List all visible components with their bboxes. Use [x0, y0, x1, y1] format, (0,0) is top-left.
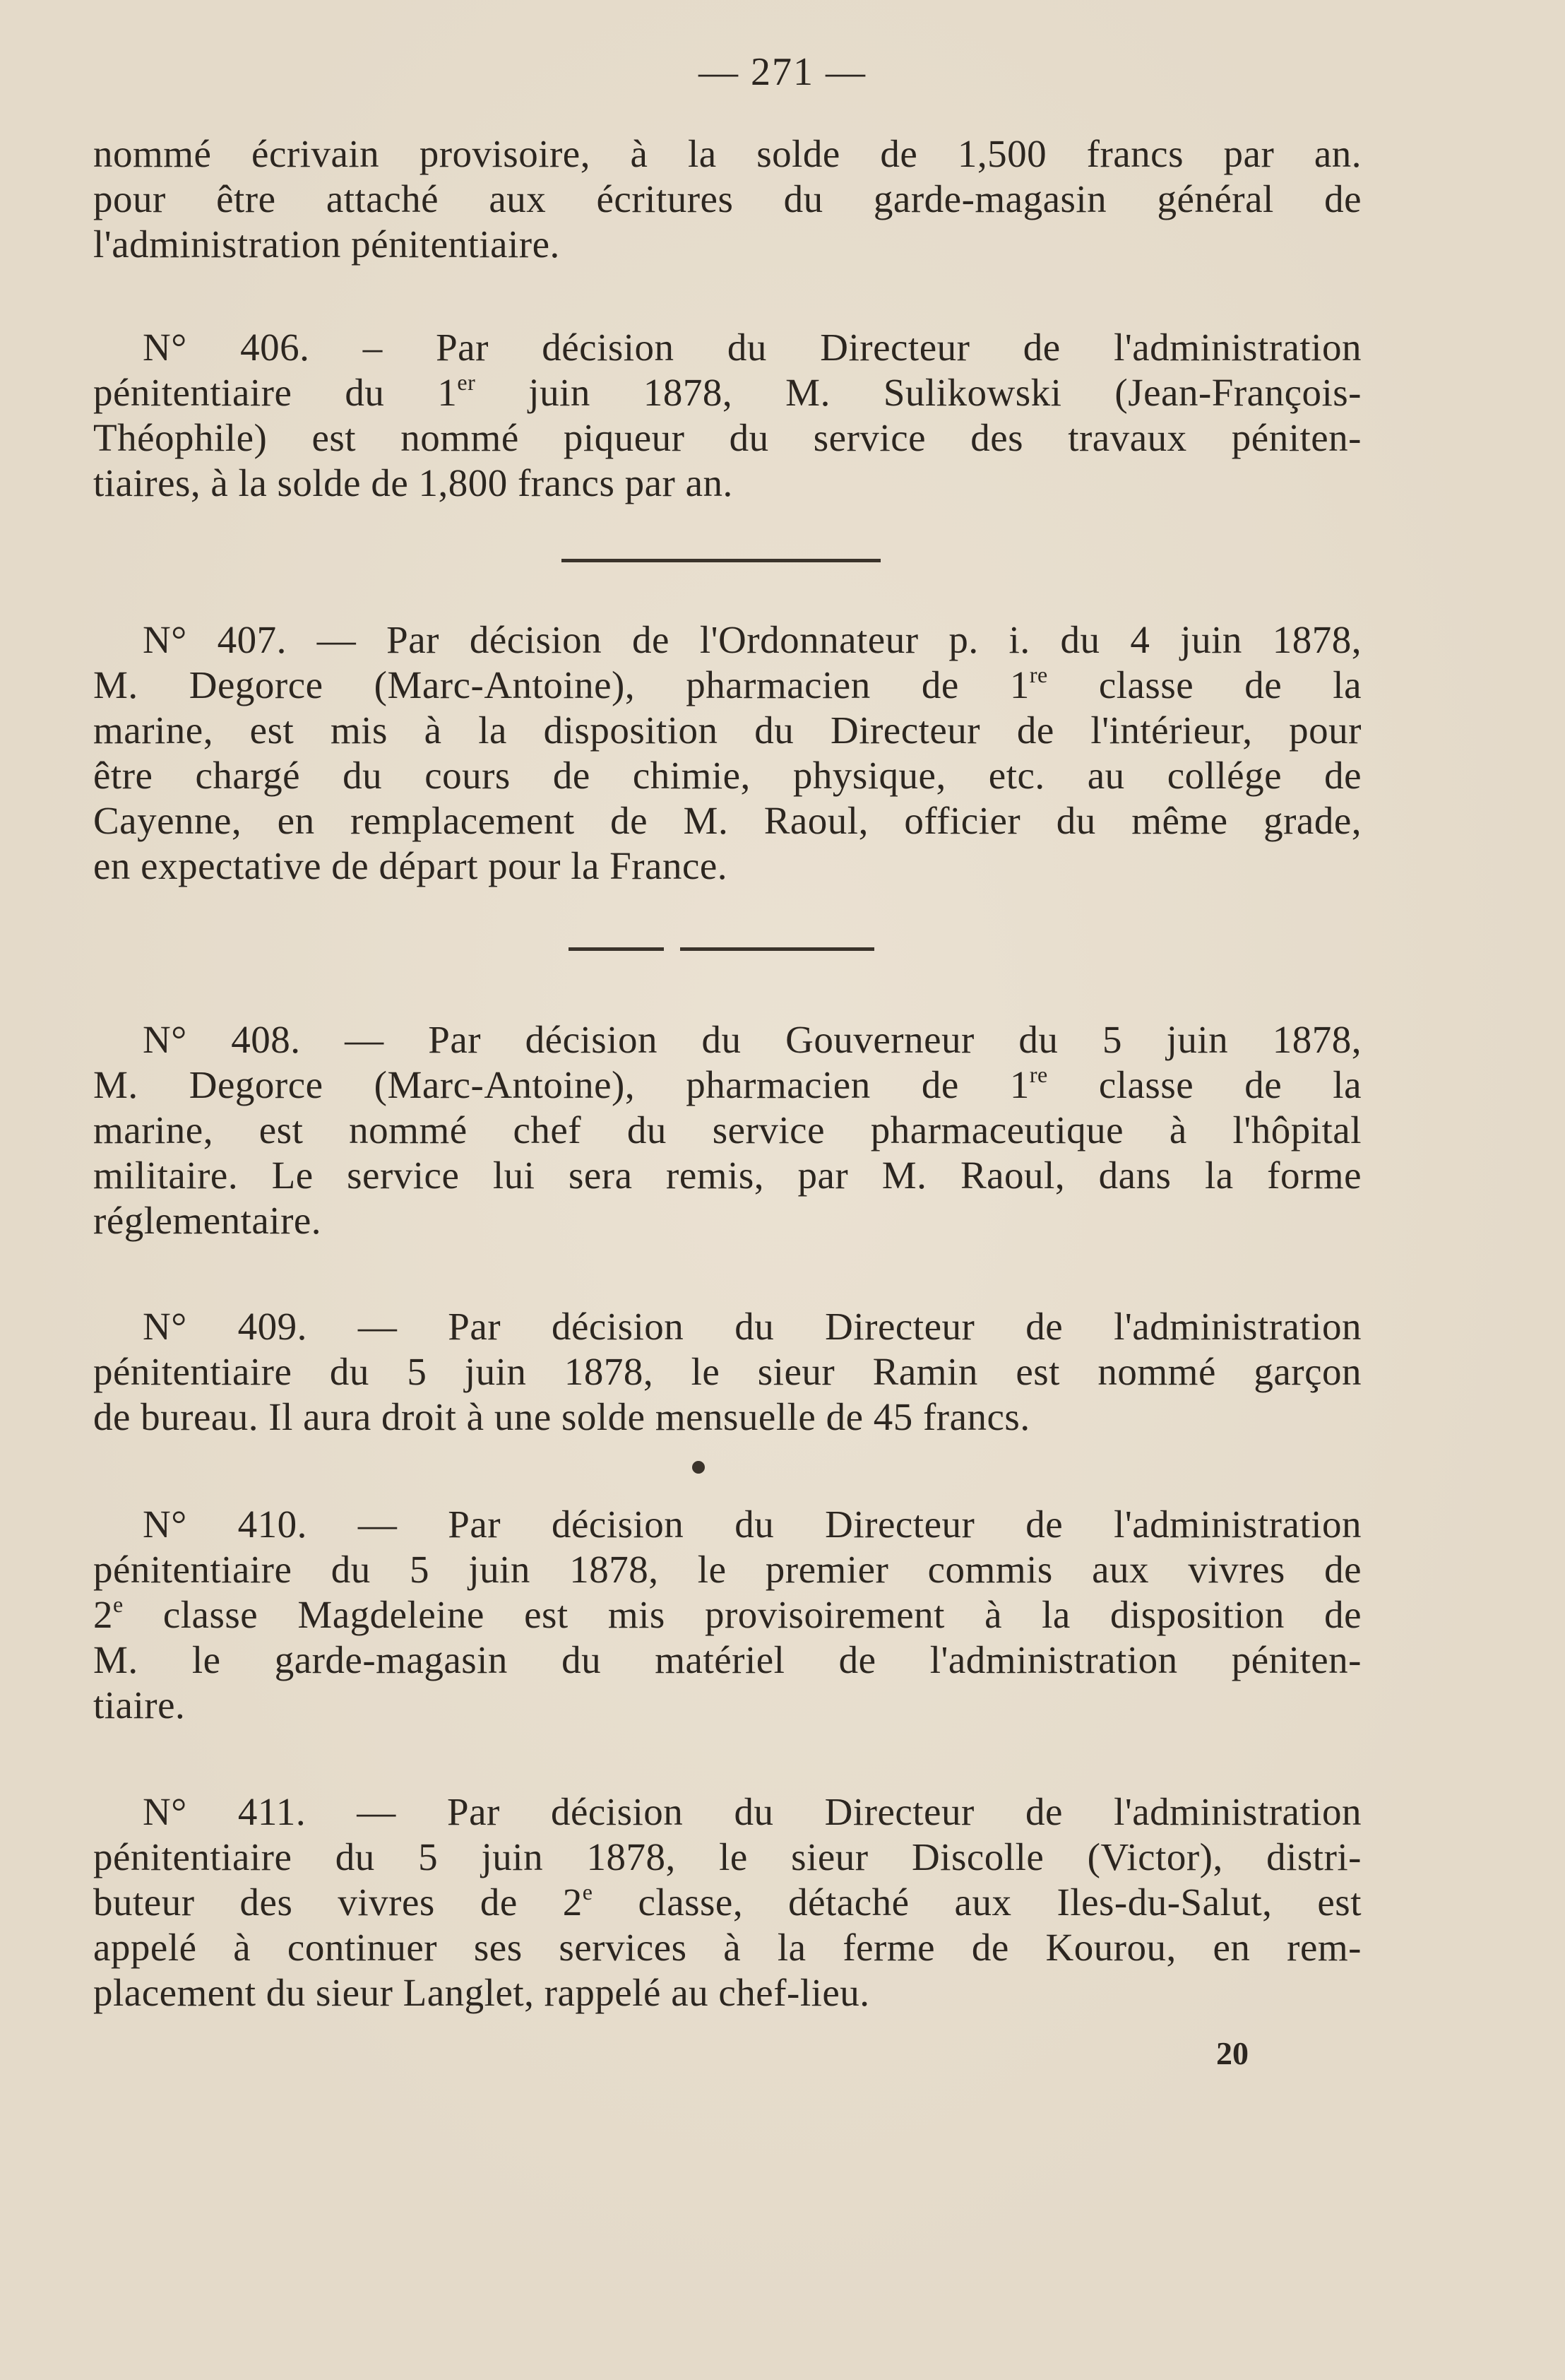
text-line: réglementaire.	[93, 1199, 322, 1242]
text-line	[93, 1062, 1362, 1108]
text-fragment: M. Degorce (Marc-Antoine), pharmacien de 1	[93, 1063, 1030, 1106]
text-fragment: classe de la	[1047, 1063, 1362, 1106]
text-line: N° 406. – Par décision du Directeur de l'administration	[143, 326, 1362, 369]
text-fragment: M. Degorce (Marc-Antoine), pharmacien de 1	[93, 663, 1030, 706]
paragraph-407	[93, 617, 1362, 889]
paragraph-408	[93, 1017, 1362, 1243]
superscript: re	[1029, 662, 1048, 687]
text-line	[93, 1592, 1362, 1638]
text-line: militaire. Le service lui sera remis, par M. Raoul, dans la forme	[93, 1154, 1362, 1197]
superscript: er	[457, 369, 476, 395]
text-line: pénitentiaire du 5 juin 1878, le sieur Ramin est nommé garçon	[93, 1350, 1362, 1393]
paragraph-406	[93, 325, 1362, 506]
text-line: tiaire.	[93, 1683, 186, 1727]
text-fragment: classe Magdeleine est mis provisoirement à la disposition de	[123, 1593, 1362, 1636]
signature-mark: 20	[1216, 2035, 1249, 2071]
text-line: N° 410. — Par décision du Directeur de l'administration	[143, 1503, 1362, 1546]
text-line: être chargé du cours de chimie, physique, etc. au collége de	[93, 754, 1362, 797]
text-line: en expectative de départ pour la France.	[93, 844, 728, 887]
text-fragment: buteur des vivres de 2	[93, 1881, 583, 1924]
text-line: pénitentiaire du 5 juin 1878, le sieur Discolle (Victor), distri-	[93, 1835, 1362, 1878]
text-line: marine, est nommé chef du service pharmaceutique à l'hôpital	[93, 1108, 1362, 1151]
text-fragment: pénitentiaire du 1	[93, 371, 458, 414]
text-line: Théophile) est nommé piqueur du service des travaux péniten-	[93, 416, 1362, 459]
section-divider	[680, 947, 874, 951]
text-line: N° 407. — Par décision de l'Ordonnateur p. i. du 4 juin 1878,	[143, 618, 1362, 661]
text-fragment: classe, détaché aux Iles-du-Salut, est	[593, 1881, 1362, 1924]
text-fragment: classe de la	[1047, 663, 1362, 706]
paragraph-411	[93, 1789, 1362, 2015]
text-line: M. le garde-magasin du matériel de l'administration péniten-	[93, 1638, 1362, 1681]
text-line: N° 411. — Par décision du Directeur de l'administration	[143, 1790, 1362, 1833]
text-line: pour être attaché aux écritures du garde-magasin général de	[93, 177, 1362, 220]
paragraph-409	[93, 1304, 1362, 1440]
text-line	[93, 370, 1362, 415]
text-line: N° 409. — Par décision du Directeur de l'administration	[143, 1305, 1362, 1348]
paragraph-continuation	[93, 131, 1362, 267]
text-line: pénitentiaire du 5 juin 1878, le premier commis aux vivres de	[93, 1548, 1362, 1591]
text-line	[93, 663, 1362, 708]
text-line: nommé écrivain provisoire, à la solde de 1,500 francs par an.	[93, 132, 1362, 175]
paragraph-410	[93, 1502, 1362, 1728]
text-line: de bureau. Il aura droit à une solde mensuelle de 45 francs.	[93, 1395, 1030, 1438]
superscript: e	[113, 1592, 124, 1617]
section-divider	[569, 947, 664, 951]
superscript: re	[1029, 1062, 1048, 1087]
superscript: e	[582, 1879, 593, 1905]
text-fragment: juin 1878, M. Sulikowski (Jean-François-	[475, 371, 1362, 414]
ink-speck	[692, 1461, 705, 1474]
text-line: l'administration pénitentiaire.	[93, 223, 560, 266]
text-line	[93, 1880, 1362, 1925]
text-line: N° 408. — Par décision du Gouverneur du 5 juin 1878,	[143, 1018, 1362, 1061]
text-line: tiaires, à la solde de 1,800 francs par an.	[93, 461, 733, 504]
text-line: Cayenne, en remplacement de M. Raoul, officier du même grade,	[93, 799, 1362, 842]
text-line: appelé à continuer ses services à la ferme de Kourou, en rem-	[93, 1926, 1362, 1969]
text-line: marine, est mis à la disposition du Directeur de l'intérieur, pour	[93, 709, 1362, 752]
section-divider	[561, 559, 881, 562]
text-line: placement du sieur Langlet, rappelé au chef-lieu.	[93, 1971, 870, 2014]
text-fragment: 2	[93, 1593, 113, 1636]
page-number: — 271 —	[698, 50, 867, 94]
